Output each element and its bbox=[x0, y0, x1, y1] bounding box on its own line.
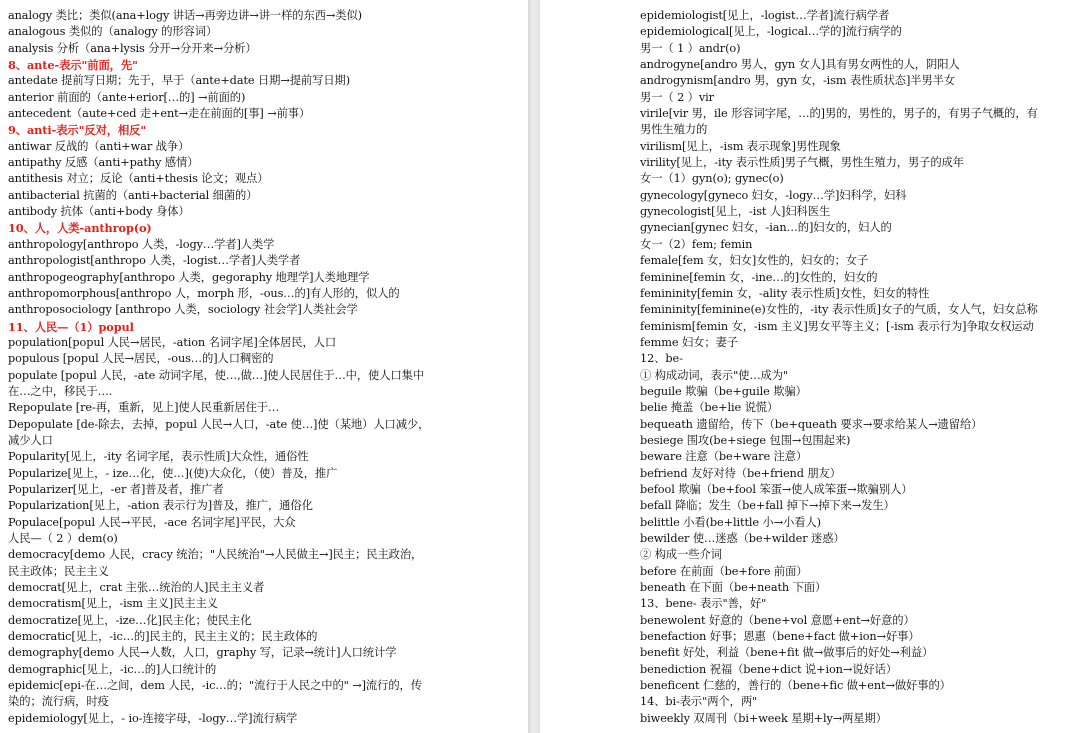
text-line: femme 妇女；妻子 bbox=[640, 335, 738, 349]
text-line: bequeath 遗留给，传下（be+queath 要求→要求给某人→遗留给） bbox=[640, 417, 983, 431]
text-line: 人民—（ 2 ）dem(o) bbox=[8, 532, 118, 545]
text-line: feminism[femin 女，-ism 主义]男女平等主义；[-ism 表示行为]争取女权运动 bbox=[640, 319, 1034, 333]
text-line: democracy[demo 人民，cracy 统治；"人民统治"→人民做主→]民主；民主政治， bbox=[8, 548, 423, 562]
text-line: beguile 欺骗（be+guile 欺骗） bbox=[640, 384, 807, 398]
text-line: gynecology[gyneco 妇女，-logy…学]妇科学，妇科 bbox=[640, 188, 907, 202]
text-line: befool 欺骗（be+fool 笨蛋→使人成笨蛋→欺骗别人） bbox=[640, 482, 913, 496]
text-line: bewilder 使…迷惑（be+wilder 迷惑） bbox=[640, 532, 845, 545]
text-line: epidemic[epi-在…之间，dem 人民，-ic…的；"流行于人民之中的" →]流行的，传 bbox=[8, 679, 422, 693]
text-line: gynecian[gynec 妇女，-ian…的]妇女的，妇人的 bbox=[640, 221, 892, 235]
text-line: biweekly 双周刊（bi+week 星期+ly→两星期） bbox=[640, 711, 887, 725]
text-line: analogous 类似的（analogy 的形容词） bbox=[8, 25, 218, 39]
text-line: antiwar 反战的（anti+war 战争） bbox=[8, 139, 190, 153]
section-heading: 8、ante-表示"前面，先" bbox=[8, 58, 138, 73]
text-line: ① 构成动词，表示"使…成为" bbox=[640, 368, 789, 382]
text-line: anthropomorphous[anthropo 人，morph 形，-ous…的]有人形的，似人的 bbox=[8, 286, 400, 300]
text-line: antithesis 对立；反论（anti+thesis 论文；观点） bbox=[8, 172, 269, 186]
text-line: anthropogeography[anthropo 人类，gegoraphy 地理学]人类地理学 bbox=[8, 270, 370, 284]
section-heading: 11、人民—（1）popul bbox=[8, 319, 134, 334]
text-line: Populace[popul 人民→平民，-ace 名词字尾]平民，大众 bbox=[8, 515, 296, 529]
section-heading: 10、人，人类-anthrop(o) bbox=[8, 221, 152, 236]
text-line: analogy 类比；类似(ana+logy 讲话→再旁边讲→讲一样的东西→类似) bbox=[8, 9, 362, 22]
text-line: beneficent 仁慈的，善行的（bene+fic 做+ent→做好事的） bbox=[640, 679, 951, 693]
text-line: anthroposociology [anthropo 人类，sociology 社会学]人类社会学 bbox=[8, 303, 358, 317]
text-line: feminine[femin 女，-ine…的]女性的，妇女的 bbox=[640, 270, 878, 284]
text-line: beneath 在下面（be+neath 下面） bbox=[640, 581, 827, 595]
text-line: populous [popul 人民→居民，-ous…的]人口稠密的 bbox=[8, 352, 274, 366]
text-line: benewolent 好意的（bene+vol 意愿+ent→好意的） bbox=[640, 613, 915, 627]
text-line: before 在前面（be+fore 前面） bbox=[640, 564, 808, 578]
text-line: 减少人口 bbox=[8, 433, 53, 447]
text-line: ② 构成一些介词 bbox=[640, 548, 722, 562]
text-line: democrat[见上，crat 主张…统治的人]民主主义者 bbox=[8, 581, 265, 595]
text-line: belie 掩盖（be+lie 说慌） bbox=[640, 401, 779, 415]
page-left bbox=[0, 0, 528, 733]
text-line: Popularizer[见上，-er 者]普及者，推广者 bbox=[8, 482, 224, 496]
text-line: anthropology[anthropo 人类，-logy…学者]人类学 bbox=[8, 237, 275, 251]
text-line: 男一（ 1 ）andr(o) bbox=[640, 41, 741, 55]
text-line: belittle 小看(be+little 小→小看人) bbox=[640, 515, 821, 529]
text-line: besiege 围攻(be+siege 包围→包围起来) bbox=[640, 433, 851, 447]
text-line: epidemiologist[见上，-logist…学者]流行病学者 bbox=[640, 9, 890, 22]
text-line: antecedent（aute+ced 走+ent→走在前面的[事] →前事） bbox=[8, 107, 311, 121]
text-line: anthropologist[anthropo 人类，-logist…学者]人类学者 bbox=[8, 254, 301, 268]
text-line: democratic[见上，-ic…的]民主的，民主主义的；民主政体的 bbox=[8, 630, 318, 644]
text-line: antibody 抗体（anti+body 身体） bbox=[8, 205, 190, 219]
text-line: epidemiology[见上，- io-连接字母，-logy…学]流行病学 bbox=[8, 711, 298, 725]
text-line: androgyne[andro 男人，gyn 女人]具有男女两性的人，阴阳人 bbox=[640, 58, 960, 72]
text-line: 女一（1）gyn(o); gynec(o) bbox=[640, 172, 784, 186]
text-line: Popularity[见上，-ity 名词字尾，表示性质]大众性，通俗性 bbox=[8, 450, 309, 464]
text-line: demographic[见上，-ic…的]人口统计的 bbox=[8, 662, 217, 676]
text-line: epidemiological[见上，-logical…学的]流行病学的 bbox=[640, 25, 902, 39]
text-line: demography[demo 人民→人数，人口，graphy 写，记录→统计]人口统计学 bbox=[8, 646, 397, 660]
text-line: analysis 分析（ana+lysis 分开→分开来→分析） bbox=[8, 41, 257, 55]
text-line: benefaction 好事；恩惠（bene+fact 做+ion→好事） bbox=[640, 630, 920, 644]
text-line: democratize[见上，-ize…化]民主化；使民主化 bbox=[8, 613, 252, 627]
text-line: virility[见上，-ity 表示性质]男子气概，男性生殖力，男子的成年 bbox=[640, 156, 964, 170]
text-line: 染的；流行病，时疫 bbox=[8, 695, 109, 709]
text-line: 民主政体；民主主义 bbox=[8, 564, 109, 578]
text-line: beware 注意（be+ware 注意） bbox=[640, 450, 808, 464]
page-gutter bbox=[528, 0, 540, 733]
text-line: 在…之中，移民于…. bbox=[8, 384, 113, 398]
text-line: gynecologist[见上，-ist 人]妇科医生 bbox=[640, 205, 831, 219]
text-line: Popularization[见上，-ation 表示行为]普及，推广，通俗化 bbox=[8, 499, 313, 513]
text-line: anterior 前面的（ante+erior[…的] →前面的) bbox=[8, 90, 246, 104]
text-line: virilism[见上，-ism 表示现象]男性现象 bbox=[640, 139, 841, 153]
text-line: benefit 好处，利益（bene+fit 做→做事后的好处→利益） bbox=[640, 646, 934, 660]
text-line: befall 降临；发生（be+fall 掉下→掉下来→发生） bbox=[640, 499, 895, 513]
text-line: female[fem 女，妇女]女性的，妇女的；女子 bbox=[640, 254, 869, 268]
text-line: Popularize[见上，- ize…化，使…](使)大众化，（使）普及，推广 bbox=[8, 466, 338, 480]
text-line: antipathy 反感（anti+pathy 感情） bbox=[8, 156, 199, 170]
text-line: Depopulate [de-除去，去掉，popul 人民→人口，-ate 使…]使（某地）人口减少， bbox=[8, 417, 430, 431]
text-line: 女一（2）fem; femin bbox=[640, 237, 753, 251]
text-line: antibacterial 抗菌的（anti+bacterial 细菌的） bbox=[8, 188, 258, 202]
section-heading: 9、anti-表示"反对，相反" bbox=[8, 123, 147, 138]
text-line: Repopulate [re-再，重新，见上]使人民重新居住于… bbox=[8, 401, 280, 415]
text-line: 14、bi-表示"两个，两" bbox=[640, 695, 758, 709]
text-line: femininity[feminine(e)女性的，-ity 表示性质]女子的气质，女人气，妇女总称 bbox=[640, 303, 1038, 317]
text-line: population[popul 人民→居民，-ation 名词字尾]全体居民，人口 bbox=[8, 335, 337, 349]
text-line: antedate 提前写日期；先于，早于（ante+date 日期→提前写日期) bbox=[8, 74, 351, 88]
page-right bbox=[540, 0, 1080, 733]
text-line: benediction 祝福（bene+dict 说+ion→说好话） bbox=[640, 662, 898, 676]
text-line: 12、be- bbox=[640, 352, 683, 366]
text-line: 男性生殖力的 bbox=[640, 123, 708, 137]
text-line: befriend 友好对待（be+friend 朋友） bbox=[640, 466, 841, 480]
text-line: androgynism[andro 男，gyn 女，-ism 表性质状态]半男半女 bbox=[640, 74, 956, 88]
text-line: populate [popul 人民，-ate 动词字尾，使…,做…]使人民居住于…中，使人口集中 bbox=[8, 368, 425, 382]
text-line: virile[vir 男，ile 形容词字尾，…的]男的，男性的，男子的，有男子气概的，有 bbox=[640, 107, 1038, 121]
text-line: femininity[femin 女，-ality 表示性质]女性，妇女的特性 bbox=[640, 286, 930, 300]
text-line: 13、bene- 表示"善，好" bbox=[640, 597, 767, 611]
text-line: 男一（ 2 ）vir bbox=[640, 90, 714, 104]
text-line: democratism[见上，-ism 主义]民主主义 bbox=[8, 597, 218, 611]
